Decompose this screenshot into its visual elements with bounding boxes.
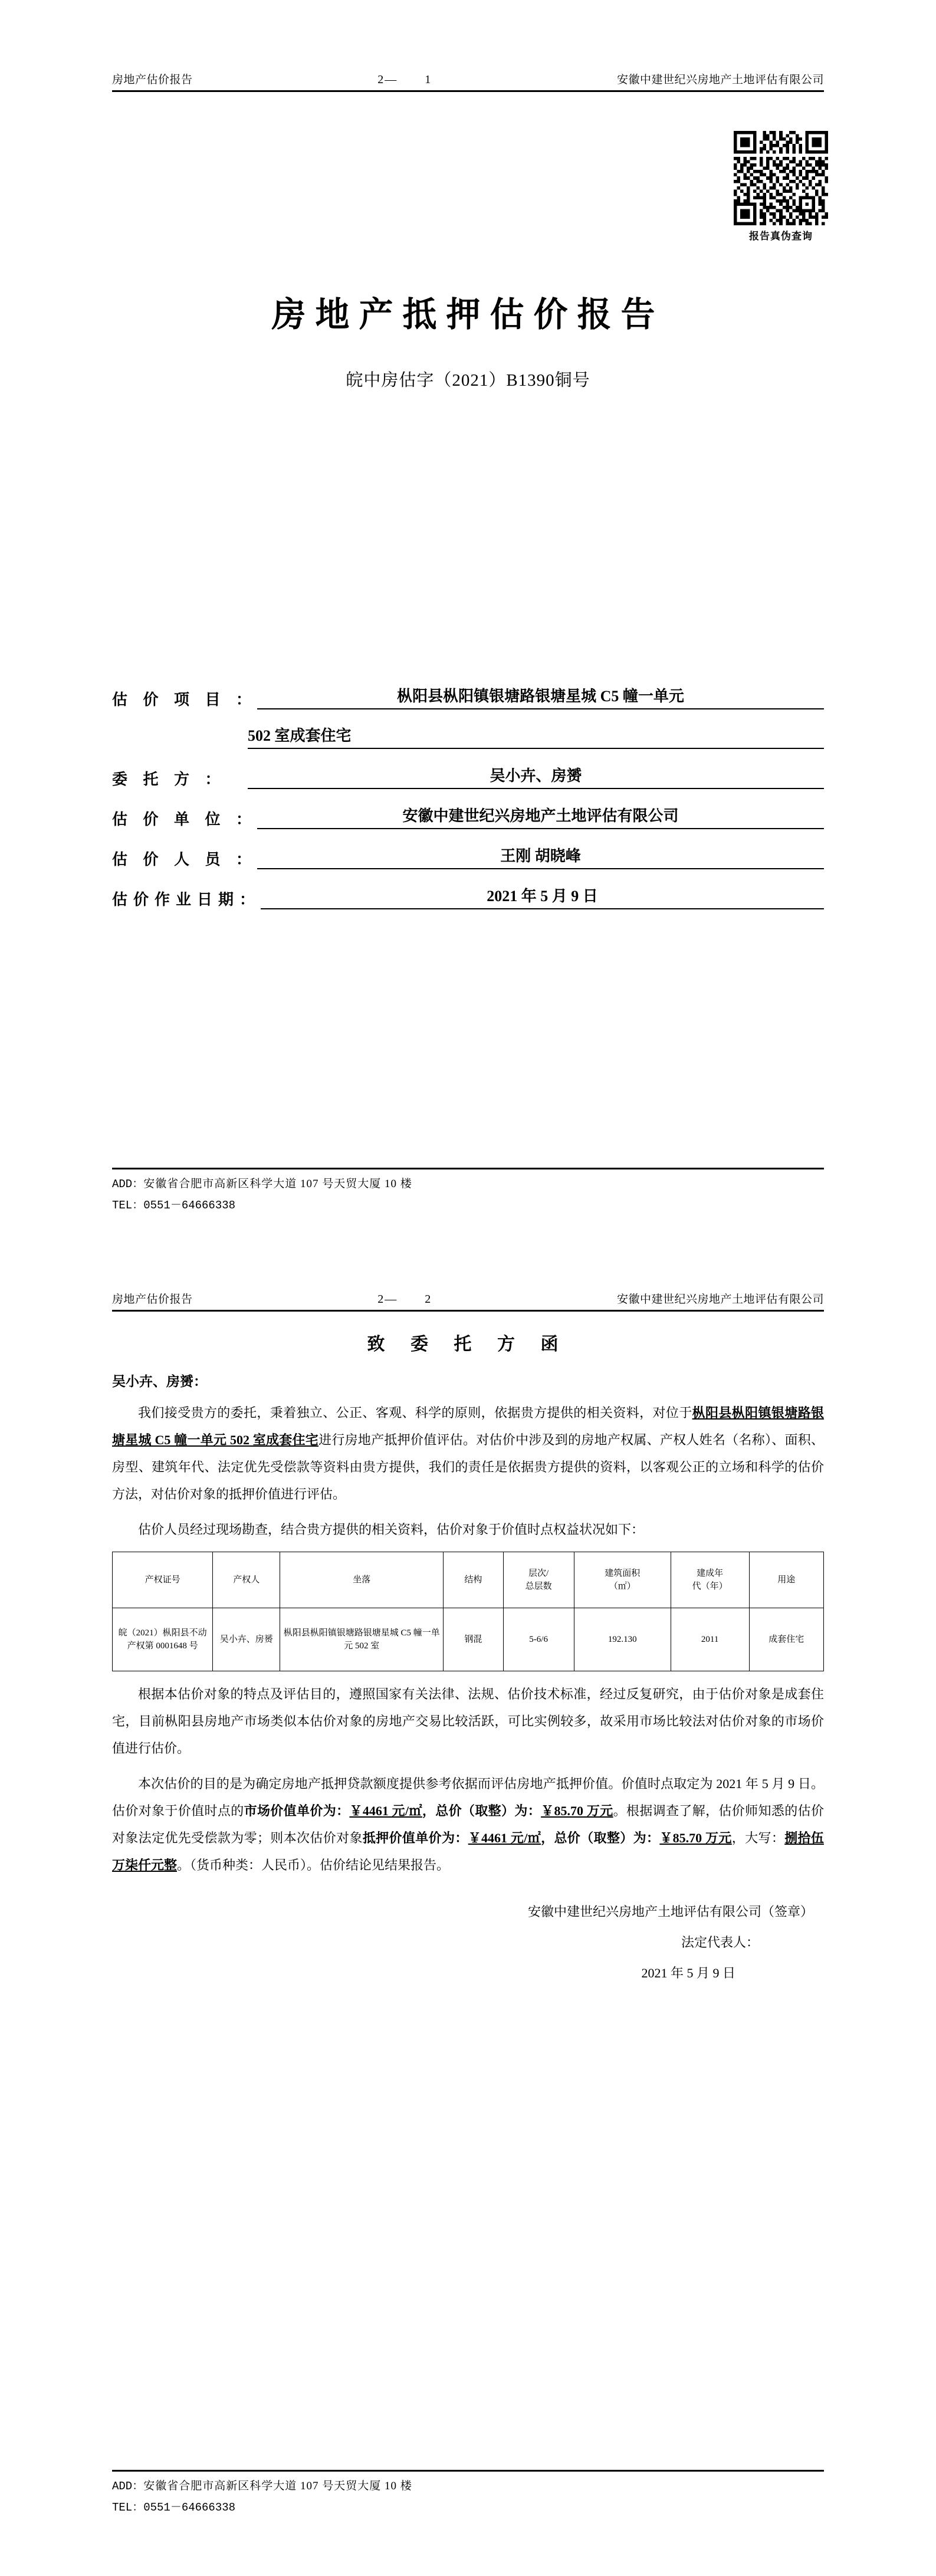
signature-date: 2021 年 5 月 9 日: [641, 1966, 735, 1980]
para1-part-b: 进行房地产抵押价值评估。对估价中涉及到的房地产权属、产权人姓名（名称）、面积、房型、建筑年代、法定优先受偿款等资料由贵方提供，我们的责任是依据贵方提供的资料，以客观公正的立场和科学的估价方法，对估价对象的抵押价值进行评估。: [112, 1432, 824, 1501]
letter-title: 致 委 托 方 函: [367, 1335, 569, 1354]
td-area: 192.130: [574, 1608, 671, 1671]
footer-address: [112, 1175, 824, 1191]
th-year: 建成年 代（年）: [671, 1552, 749, 1608]
para4-part-h: 。（货币种类：人民币）。估价结论见结果报告。: [177, 1858, 450, 1872]
running-header-pagenum: [193, 73, 617, 87]
td-cert-no: 皖（2021）枞阳县不动产权第 0001648 号: [113, 1608, 213, 1671]
field-appraisers: [112, 846, 824, 869]
para4-part-a: 本次估价的目的是为确定房地产抵押贷款额度提供参考依据而评估房地产抵押价值。价值时点取定为 2021 年 5 月 9 日。估价对象于价值时点的: [112, 1776, 824, 1818]
property-info-table: [112, 1552, 824, 1671]
field-work-date-label: 估价作业日期：: [112, 891, 261, 908]
th-owner: 产权人: [213, 1552, 280, 1608]
footer-tel-value-2: 0551－64666338: [143, 2501, 236, 2514]
footer-address-value-2: 安徽省合肥市高新区科学大道 107 号天贸大厦 10 楼: [143, 2480, 412, 2492]
qr-code-block: [731, 131, 831, 242]
page2-footer: [112, 2470, 824, 2514]
td-use: 成套住宅: [749, 1608, 823, 1671]
running-header-title-2: 房地产估价报告: [112, 1293, 193, 1306]
mortgage-total-price-value: ￥85.70 万元: [659, 1831, 732, 1845]
running-header-company-2: 安徽中建世纪兴房地产土地评估有限公司: [616, 1293, 824, 1306]
signature-block: [112, 1897, 824, 1989]
mortgage-unit-price-value: ￥4461 元/㎡: [468, 1831, 541, 1845]
field-appraisal-unit: [112, 806, 824, 829]
para1-part-a: 我们接受贵方的委托，秉着独立、公正、客观、科学的原则，依据贵方提供的相关资料，对位于: [138, 1405, 692, 1420]
page1-footer: [112, 1168, 824, 1212]
page-number: 1: [425, 73, 432, 86]
field-work-date: [112, 886, 824, 909]
footer-address-label: ADD：: [112, 1178, 144, 1191]
running-header-pagenum-2: [193, 1293, 617, 1306]
field-project-line2: [112, 726, 824, 749]
th-floor: 层次/ 总层数: [503, 1552, 574, 1608]
field-client-label: 委 托 方 ：: [112, 771, 226, 788]
page-number-prefix: 2—: [377, 73, 398, 86]
field-project-value[interactable]: 枞阳县枞阳镇银塘路银塘星城 C5 幢一单元: [257, 686, 824, 709]
td-year: 2011: [671, 1608, 749, 1671]
table-row: [113, 1608, 824, 1671]
para4-market-unit-price-label: 市场价值单价为：: [244, 1803, 350, 1818]
field-appraisal-unit-value[interactable]: 安徽中建世纪兴房地产土地评估有限公司: [257, 806, 824, 829]
field-project-value-line2[interactable]: 502 室成套住宅: [248, 726, 824, 749]
running-header-page2: [112, 1290, 824, 1310]
running-header-company: 安徽中建世纪兴房地产土地评估有限公司: [616, 73, 824, 86]
th-area: 建筑面积 （㎡）: [574, 1552, 671, 1608]
para4-mortgage-unit-price-label: 抵押价值单价为：: [362, 1831, 468, 1845]
letter-paragraph-2: 估价人员经过现场勘查，结合贵方提供的相关资料，估价对象于价值时点权益状况如下：: [138, 1522, 645, 1537]
letter-paragraph-3: 根据本估价对象的特点及评估目的，遵照国家有关法律、法规、估价技术标准，经过反复研究，由于估价对象是成套住宅，目前枞阳县房地产市场类似本估价对象的房地产交易比较活跃，可比实例较多，故采用市场比较法对估价对象的市场价值进行估价。: [112, 1687, 824, 1756]
market-unit-price-value: ￥4461 元/㎡: [349, 1803, 422, 1818]
letter-salutation: 吴小卉、房赟：: [112, 1374, 207, 1389]
th-cert-no: 产权证号: [113, 1552, 213, 1608]
th-structure: 结构: [444, 1552, 503, 1608]
signature-legal-rep: 法定代表人：: [681, 1935, 759, 1950]
page-number-2: 2: [425, 1293, 432, 1306]
footer-address-label-2: ADD：: [112, 2480, 144, 2493]
footer-tel-label-2: TEL：: [112, 2501, 144, 2514]
page-number-prefix-2: 2—: [377, 1293, 398, 1306]
footer-rule-2: [112, 2470, 824, 2472]
market-total-price-value: ￥85.70 万元: [541, 1803, 613, 1818]
para1-subject-highlight: 枞阳县枞阳镇银塘路银塘星城 C5 幢一单元 502 室成套住宅: [112, 1405, 824, 1447]
letter-paragraph-4: [112, 1770, 824, 1879]
page-1: [0, 0, 936, 1274]
running-header-page1: [112, 71, 824, 90]
qr-code-icon[interactable]: [734, 131, 828, 225]
td-structure: 钢混: [444, 1608, 503, 1671]
header-rule: [112, 90, 824, 92]
running-header-title: 房地产估价报告: [112, 73, 193, 86]
para4-part-f: ，总价（取整）为：: [541, 1831, 660, 1845]
letter-paragraph-1: [112, 1399, 824, 1508]
footer-tel: [112, 1196, 824, 1212]
header-rule-2: [112, 1310, 824, 1312]
footer-rule: [112, 1168, 824, 1169]
signature-company: 安徽中建世纪兴房地产土地评估有限公司（签章）: [527, 1904, 813, 1919]
td-owner: 吴小卉、房赟: [213, 1608, 280, 1671]
td-location: 枞阳县枞阳镇银塘路银塘星城 C5 幢一单元 502 室: [280, 1608, 444, 1671]
document-subtitle: 皖中房估字（2021）B1390铜号: [346, 371, 590, 390]
price-in-chinese-capital: 捌拾伍万柒仟元整: [112, 1831, 824, 1872]
footer-address-value: 安徽省合肥市高新区科学大道 107 号天贸大厦 10 楼: [143, 1178, 412, 1190]
field-client-value[interactable]: 吴小卉、房赟: [248, 766, 824, 789]
cover-info-block: [112, 686, 824, 909]
footer-tel-2: [112, 2498, 824, 2514]
table-header-row: [113, 1552, 824, 1608]
field-work-date-value[interactable]: 2021 年 5 月 9 日: [261, 886, 824, 909]
para4-part-d: 。根据调查了解，估价师知悉的估价对象法定优先受偿款为零；则本次估价对象: [112, 1803, 824, 1845]
field-appraisers-label: 估 价 人 员 ：: [112, 851, 258, 868]
field-appraisers-value[interactable]: 王刚 胡晓峰: [257, 846, 824, 869]
td-floor: 5-6/6: [503, 1608, 574, 1671]
field-client: [112, 765, 824, 789]
footer-address-2: [112, 2477, 824, 2493]
para4-part-g: ，大写：: [731, 1831, 785, 1845]
field-project-label: 估 价 项 目 ：: [112, 691, 258, 708]
para4-part-c: ，总价（取整）为：: [422, 1803, 541, 1818]
field-project-spacer: [112, 726, 248, 749]
field-project: [112, 686, 824, 709]
qr-caption: 报告真伪查询: [749, 231, 813, 242]
footer-tel-label: TEL：: [112, 1199, 144, 1212]
document-title: 房地产抵押估价报告: [271, 295, 665, 334]
page-2: [0, 1274, 936, 2576]
th-use: 用途: [749, 1552, 823, 1608]
field-appraisal-unit-label: 估 价 单 位 ：: [112, 811, 258, 828]
th-location: 坐落: [280, 1552, 444, 1608]
footer-tel-value: 0551－64666338: [143, 1199, 236, 1212]
